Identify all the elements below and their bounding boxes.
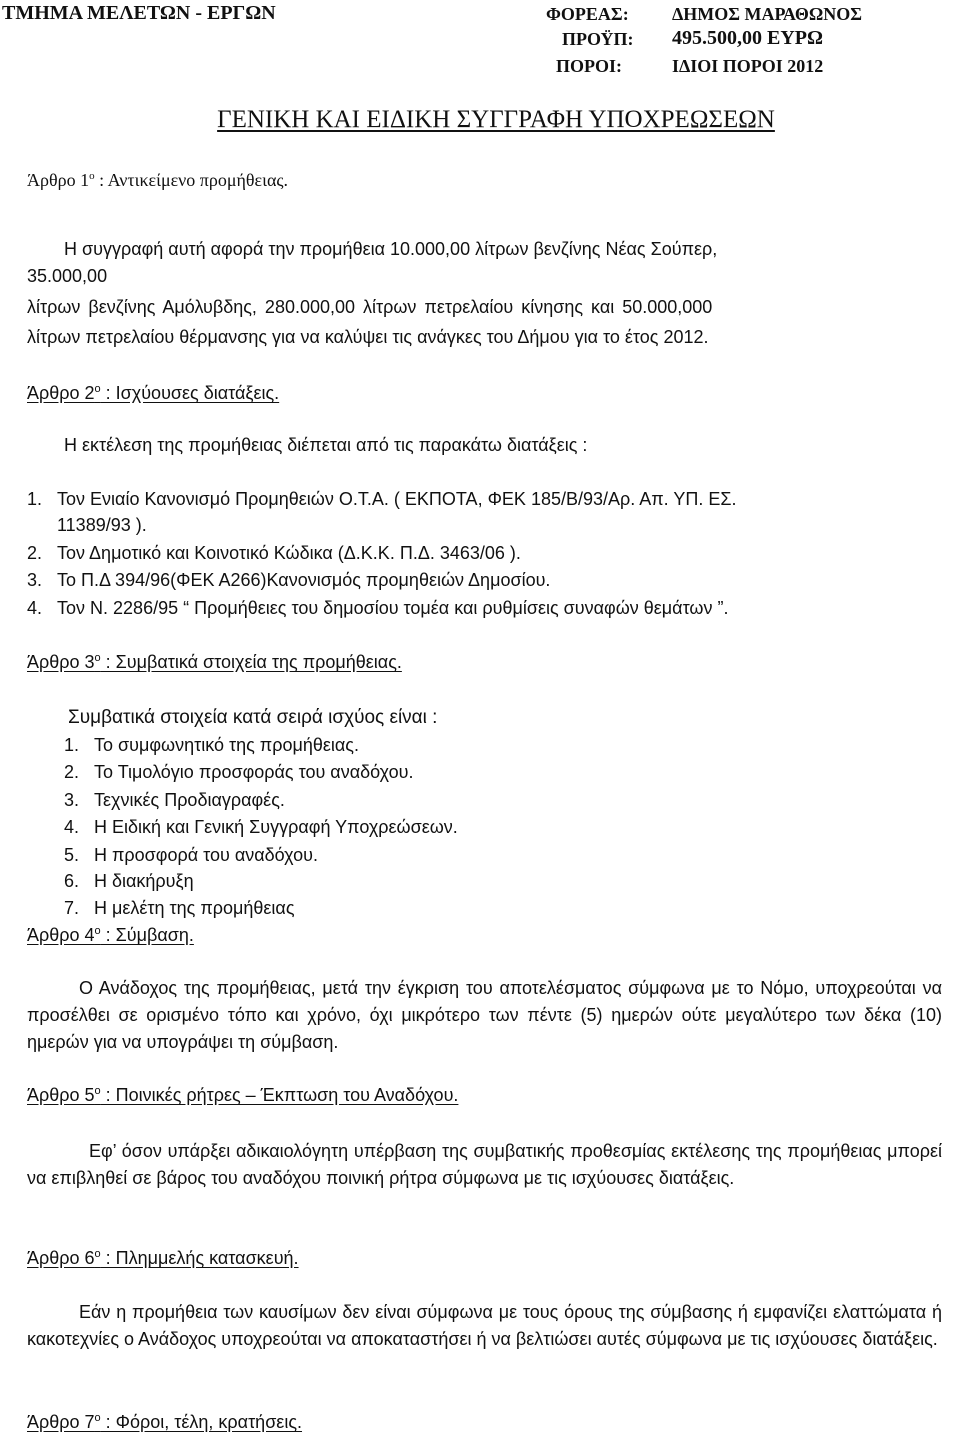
article-1-line: λίτρων βενζίνης Αμόλυβδης, 280.000,00 λίτρων πετρελαίου κίνησης και 50.000,000 (27, 297, 713, 317)
article-1-line: 35.000,00 (27, 266, 108, 286)
document-title: ΓΕΝΙΚΗ ΚΑΙ ΕΙΔΙΚΗ ΣΥΓΓΡΑΦΗ ΥΠΟΧΡΕΩΣΕΩΝ (217, 106, 775, 133)
article-3-list-item: 2. Το Τιμολόγιο προσφοράς του αναδόχου. (64, 762, 414, 782)
article-1-heading: Άρθρο $1^o$ : Αντικείμενο προμήθειας. (27, 170, 289, 190)
budget-value: 495.500,00 ΕΥΡΩ (672, 27, 824, 49)
department-label: ΤΜΗΜΑ ΜΕΛΕΤΩΝ - ΕΡΓΩΝ (2, 2, 276, 24)
article-5-heading: Άρθρο $5^o$ : Ποινικές ρήτρες – Έκπτωση του Αναδόχου. (27, 1085, 459, 1105)
funds-label: ΠΟΡΟΙ: (556, 56, 622, 76)
article-2-heading: Άρθρο $2^o$ : Ισχύουσες διατάξεις. (27, 383, 280, 403)
article-3-list-item: 7. Η μελέτη της προμήθειας (64, 898, 295, 918)
article-1-line: Η συγγραφή αυτή αφορά την προμήθεια 10.000,00 λίτρων βενζίνης Νέας Σούπερ, (64, 239, 718, 259)
article-7-heading: Άρθρο $7^o$ : Φόροι, τέλη, κρατήσεις. (27, 1412, 303, 1432)
article-2-intro: Η εκτέλεση της προμήθειας διέπεται από τις παρακάτω διατάξεις : (64, 435, 588, 455)
article-3-list-item: 5. Η προσφορά του αναδόχου. (64, 845, 318, 865)
article-2-list-item: 2. Τον Δημοτικό και Κοινοτικό Κώδικα (Δ.Κ.Κ. Π.Δ. 3463/06 ). (27, 543, 521, 563)
article-2-list-item: 1. Τον Ενιαίο Κανονισμό Προμηθειών Ο.Τ.Α. ( ΕΚΠΟΤΑ, ΦΕΚ 185/Β/93/Αρ. Απ. ΥΠ. ΕΣ. (27, 489, 737, 509)
article-3-heading: Άρθρο $3^o$ : Συμβατικά στοιχεία της προμήθειας. (27, 652, 402, 672)
article-3-list-item: 4. Η Ειδική και Γενική Συγγραφή Υποχρεώσεων. (64, 817, 458, 837)
article-3-list-item: 6. Η διακήρυξη (64, 871, 194, 891)
article-2-list-item: 11389/93 ). (57, 515, 147, 535)
article-2-list-item: 3. Το Π.Δ 394/96(ΦΕΚ Α266)Κανονισμός προμηθειών Δημοσίου. (27, 570, 551, 590)
agency-label: ΦΟΡΕΑΣ: (546, 4, 629, 24)
article-6-heading: Άρθρο $6^o$ : Πλημμελής κατασκευή. (27, 1248, 299, 1268)
funds-value: ΙΔΙΟΙ ΠΟΡΟΙ 2012 (672, 56, 824, 76)
article-1-line: λίτρων πετρελαίου θέρμανσης για να καλύψει τις ανάγκες του Δήμου για το έτος 2012. (27, 327, 709, 347)
article-6-body: Εάν η προμήθεια των καυσίμων δεν είναι σύμφωνα με τους όρους της σύμβασης ή εμφανίζει ελαττώματα ή κακοτεχνίες ο Ανάδοχος υποχρεούται να αποκαταστήσει ή να βελτιώσει αυτές σύμφωνα με τις ισχύουσες διατάξεις. (27, 1302, 942, 1349)
article-2-list-item: 4. Τον Ν. 2286/95 “ Προμήθειες του δημοσίου τομέα και ρυθμίσεις συναφών θεμάτων ”. (27, 598, 729, 618)
budget-label: ΠΡΟΫΠ: (562, 29, 634, 49)
article-4-body: Ο Ανάδοχος της προμήθειας, μετά την έγκριση του αποτελέσματος σύμφωνα με το Νόμο, υποχρεούται να προσέλθει σε ορισμένο τόπο και χρόνο, όχι μικρότερο των πέντε (5) ημερών ούτε μεγαλύτερο των δέκα (10) ημερών για να υπογράψει τη σύμβαση. (27, 978, 942, 1052)
article-4-heading: Άρθρο $4^o$ : Σύμβαση. (27, 925, 194, 945)
article-5-body: Εφ’ όσον υπάρξει αδικαιολόγητη υπέρβαση της συμβατικής προθεσμίας εκτέλεσης της προμήθειας μπορεί να επιβληθεί σε βάρος του αναδόχου ποινική ρήτρα σύμφωνα με τις ισχύουσες διατάξεις. (27, 1141, 942, 1188)
article-3-list-item: 3. Τεχνικές Προδιαγραφές. (64, 790, 285, 810)
article-3-list-item: 1. Το συμφωνητικό της προμήθειας. (64, 735, 359, 755)
agency-value: ΔΗΜΟΣ ΜΑΡΑΘΩΝΟΣ (672, 4, 863, 24)
article-3-intro: Συμβατικά στοιχεία κατά σειρά ισχύος είναι : (68, 707, 438, 728)
